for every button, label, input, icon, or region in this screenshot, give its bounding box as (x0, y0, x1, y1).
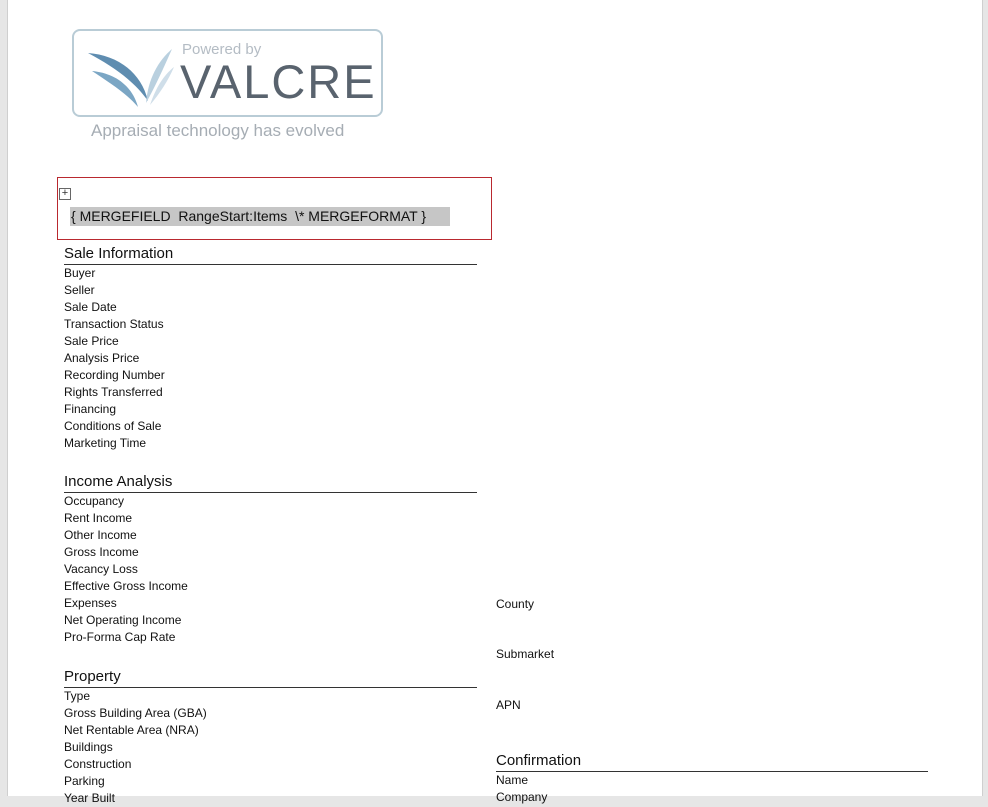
list-item: Type (64, 689, 91, 703)
list-item: Occupancy (64, 494, 125, 508)
list-item: Recording Number (64, 368, 165, 382)
list-item: Company (496, 790, 548, 804)
submarket-label: Submarket (496, 647, 555, 661)
list-item: Buildings (64, 740, 113, 754)
logo-tagline: Appraisal technology has evolved (91, 121, 345, 140)
list-item: Other Income (64, 528, 137, 542)
list-item: Net Rentable Area (NRA) (64, 723, 199, 737)
list-item: Rights Transferred (64, 385, 163, 399)
logo-powered-by: Powered by (182, 41, 262, 58)
property-heading: Property (64, 668, 121, 685)
confirmation-heading: Confirmation (496, 752, 582, 769)
sale-information-heading: Sale Information (64, 245, 174, 262)
document-page (7, 0, 983, 805)
table-move-handle[interactable]: + (59, 188, 71, 200)
list-item: Analysis Price (64, 351, 140, 365)
valcre-logo (72, 29, 383, 117)
list-item: Parking (64, 774, 105, 788)
list-item: Rent Income (64, 511, 133, 525)
list-item: Marketing Time (64, 436, 147, 450)
income-analysis-list (64, 493, 188, 646)
county-label: County (496, 597, 535, 611)
logo-name: VALCRE (180, 55, 377, 108)
list-item: Conditions of Sale (64, 419, 162, 433)
list-item: Financing (64, 402, 117, 416)
list-item: Vacancy Loss (64, 562, 138, 576)
list-item: Pro-Forma Cap Rate (64, 630, 176, 644)
valcre-wings-icon (86, 41, 176, 111)
confirmation-list (496, 772, 547, 806)
list-item: Net Operating Income (64, 613, 182, 627)
list-item: Construction (64, 757, 132, 771)
list-item: Sale Date (64, 300, 117, 314)
list-item: Name (496, 773, 529, 787)
property-list (64, 688, 207, 807)
merge-field-code[interactable]: { MERGEFIELD RangeStart:Items \* MERGEFORMAT } (71, 208, 427, 224)
income-analysis-heading: Income Analysis (64, 473, 173, 490)
sale-information-list (64, 265, 165, 452)
list-item: Effective Gross Income (64, 579, 188, 593)
selection-outline (57, 177, 492, 240)
list-item: Gross Income (64, 545, 139, 559)
list-item: Gross Building Area (GBA) (64, 706, 207, 720)
list-item: Sale Price (64, 334, 119, 348)
apn-label: APN (496, 698, 521, 712)
list-item: Buyer (64, 266, 96, 280)
list-item: Seller (64, 283, 95, 297)
confirmation-rule (496, 771, 928, 772)
list-item: Year Built (64, 791, 115, 805)
list-item: Transaction Status (64, 317, 164, 331)
list-item: Expenses (64, 596, 117, 610)
